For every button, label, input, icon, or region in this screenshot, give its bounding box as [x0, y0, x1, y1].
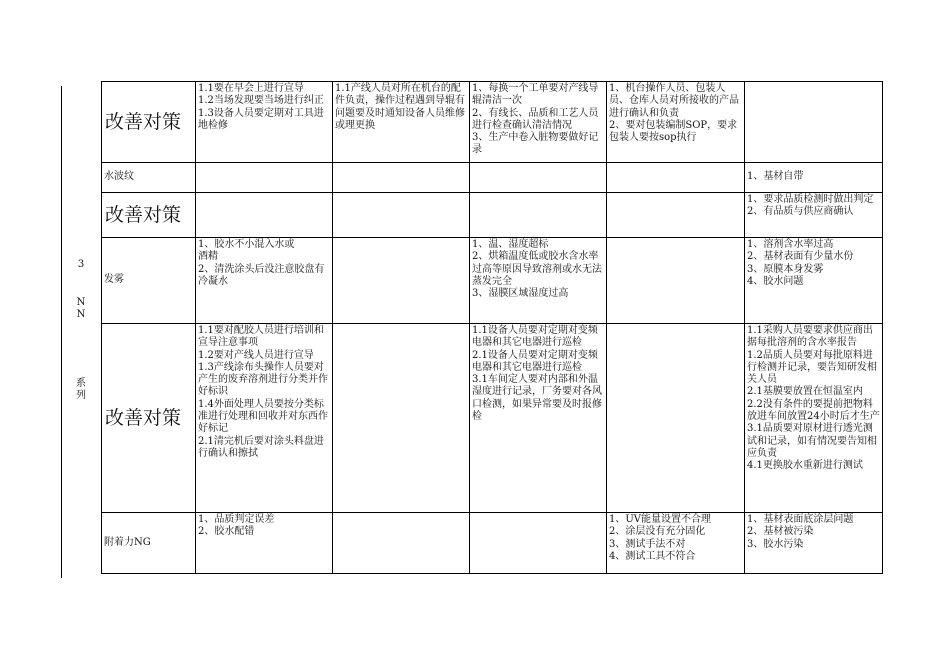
table-row — [102, 193, 883, 238]
defect-category: 发雾 — [102, 238, 196, 324]
table-cell: 1.1采购人员要要求供应商出据每批溶剂的含水率报告 1.2品质人员要对每批原料进行检测并记录，要告知研发相关人员 2.1基膜要放置在恒温室内 2.2没有条件的要提前把物料放进车间放置24小时后才生产 3.1品质要对原材进行透光测试和记录，如有情况要告知相应负责 4.1更换胶水重新进行测试 — [745, 324, 883, 513]
table-cell: 1.1产线人员对所在机台的配件负责，操作过程遇到导辊有问题要及时通知设备人员维修或理更换 — [333, 82, 470, 163]
table-cell — [333, 238, 470, 324]
table-cell: 1.1要对配胶人员进行培训和宣导注意事项 1.2要对产线人员进行宣导 1.3产线涂布头操作人员要对产生的废弃溶剂进行分类并作好标识 1.4外面处理人员要按分类标准进行处理和回收并对东西作好标记 2.1清完机后要对涂头料盘进行确认和擦拭 — [196, 324, 333, 513]
defect-category: 附着力NG — [102, 513, 196, 574]
table-row — [102, 163, 883, 193]
side-number: 3 — [77, 259, 85, 270]
countermeasure-heading: 改善对策 — [102, 82, 196, 163]
table-cell — [333, 193, 470, 238]
left-border-line — [61, 86, 62, 578]
table-cell — [196, 163, 333, 193]
table-cell: 1、要求品质检测时做出判定 2、有品质与供应商确认 — [745, 193, 883, 238]
table-cell — [470, 193, 607, 238]
side-series: 系 列 — [76, 378, 86, 401]
table-cell — [333, 163, 470, 193]
table-cell: 1、品质判定误差 2、胶水配错 — [196, 513, 333, 574]
table-cell — [333, 513, 470, 574]
table-cell — [607, 238, 745, 324]
table-cell: 1、UV能量设置不合理 2、涂层没有充分固化 3、测试手法不对 4、测试工具不符合 — [607, 513, 745, 574]
table-cell — [470, 513, 607, 574]
countermeasure-table — [101, 81, 883, 574]
table-cell: 1、胶水不小混入水或 酒精 2、清洗涂头后没注意胶盘有冷凝水 — [196, 238, 333, 324]
countermeasure-heading: 改善对策 — [102, 324, 196, 513]
table-cell — [196, 193, 333, 238]
table-cell — [470, 163, 607, 193]
table-cell — [745, 82, 883, 163]
countermeasure-heading: 改善对策 — [102, 193, 196, 238]
table-cell: 1、每换一个工单要对产线导辊清洁一次 2、有线长、品质和工艺人员进行检查确认清洁情况 3、生产中卷入脏物要做好记录 — [470, 82, 607, 163]
table-cell: 1、基材自带 — [745, 163, 883, 193]
table-cell: 1.1设备人员要对定期对变频电器和其它电器进行巡检 2.1设备人员要对定期对变频电器和其它电器进行巡检 3.1车间定人要对内部和外温湿度进行记录，厂务要对各风口检测，如果异常要及时报修检 — [470, 324, 607, 513]
table-row — [102, 513, 883, 574]
side-code: N N — [76, 297, 86, 320]
table-cell — [607, 324, 745, 513]
table-row — [102, 324, 883, 513]
table-cell: 1、机台操作人员、包装人员、仓库人员对所接收的产品进行确认和负责 2、要对包装编制SOP，要求包装人要按sop执行 — [607, 82, 745, 163]
table-cell — [607, 163, 745, 193]
table-cell — [607, 193, 745, 238]
table-cell: 1.1要在早会上进行宣导 1.2当场发现要当场进行纠正 1.3设备人员要定期对工具进地检修 — [196, 82, 333, 163]
table-cell: 1、基材表面底涂层问题 2、基材被污染 3、胶水污染 — [745, 513, 883, 574]
table-cell: 1、温、湿度超标 2、烘箱温度低或胶水含水率过高等原因导致溶剂或水无法蒸发完全 3、湿膜区域湿度过高 — [470, 238, 607, 324]
table-cell — [333, 324, 470, 513]
defect-category: 水波纹 — [102, 163, 196, 193]
table-row — [102, 238, 883, 324]
table-cell: 1、溶剂含水率过高 2、基材表面有少量水份 3、原膜本身发雾 4、胶水问题 — [745, 238, 883, 324]
table-row — [102, 82, 883, 163]
